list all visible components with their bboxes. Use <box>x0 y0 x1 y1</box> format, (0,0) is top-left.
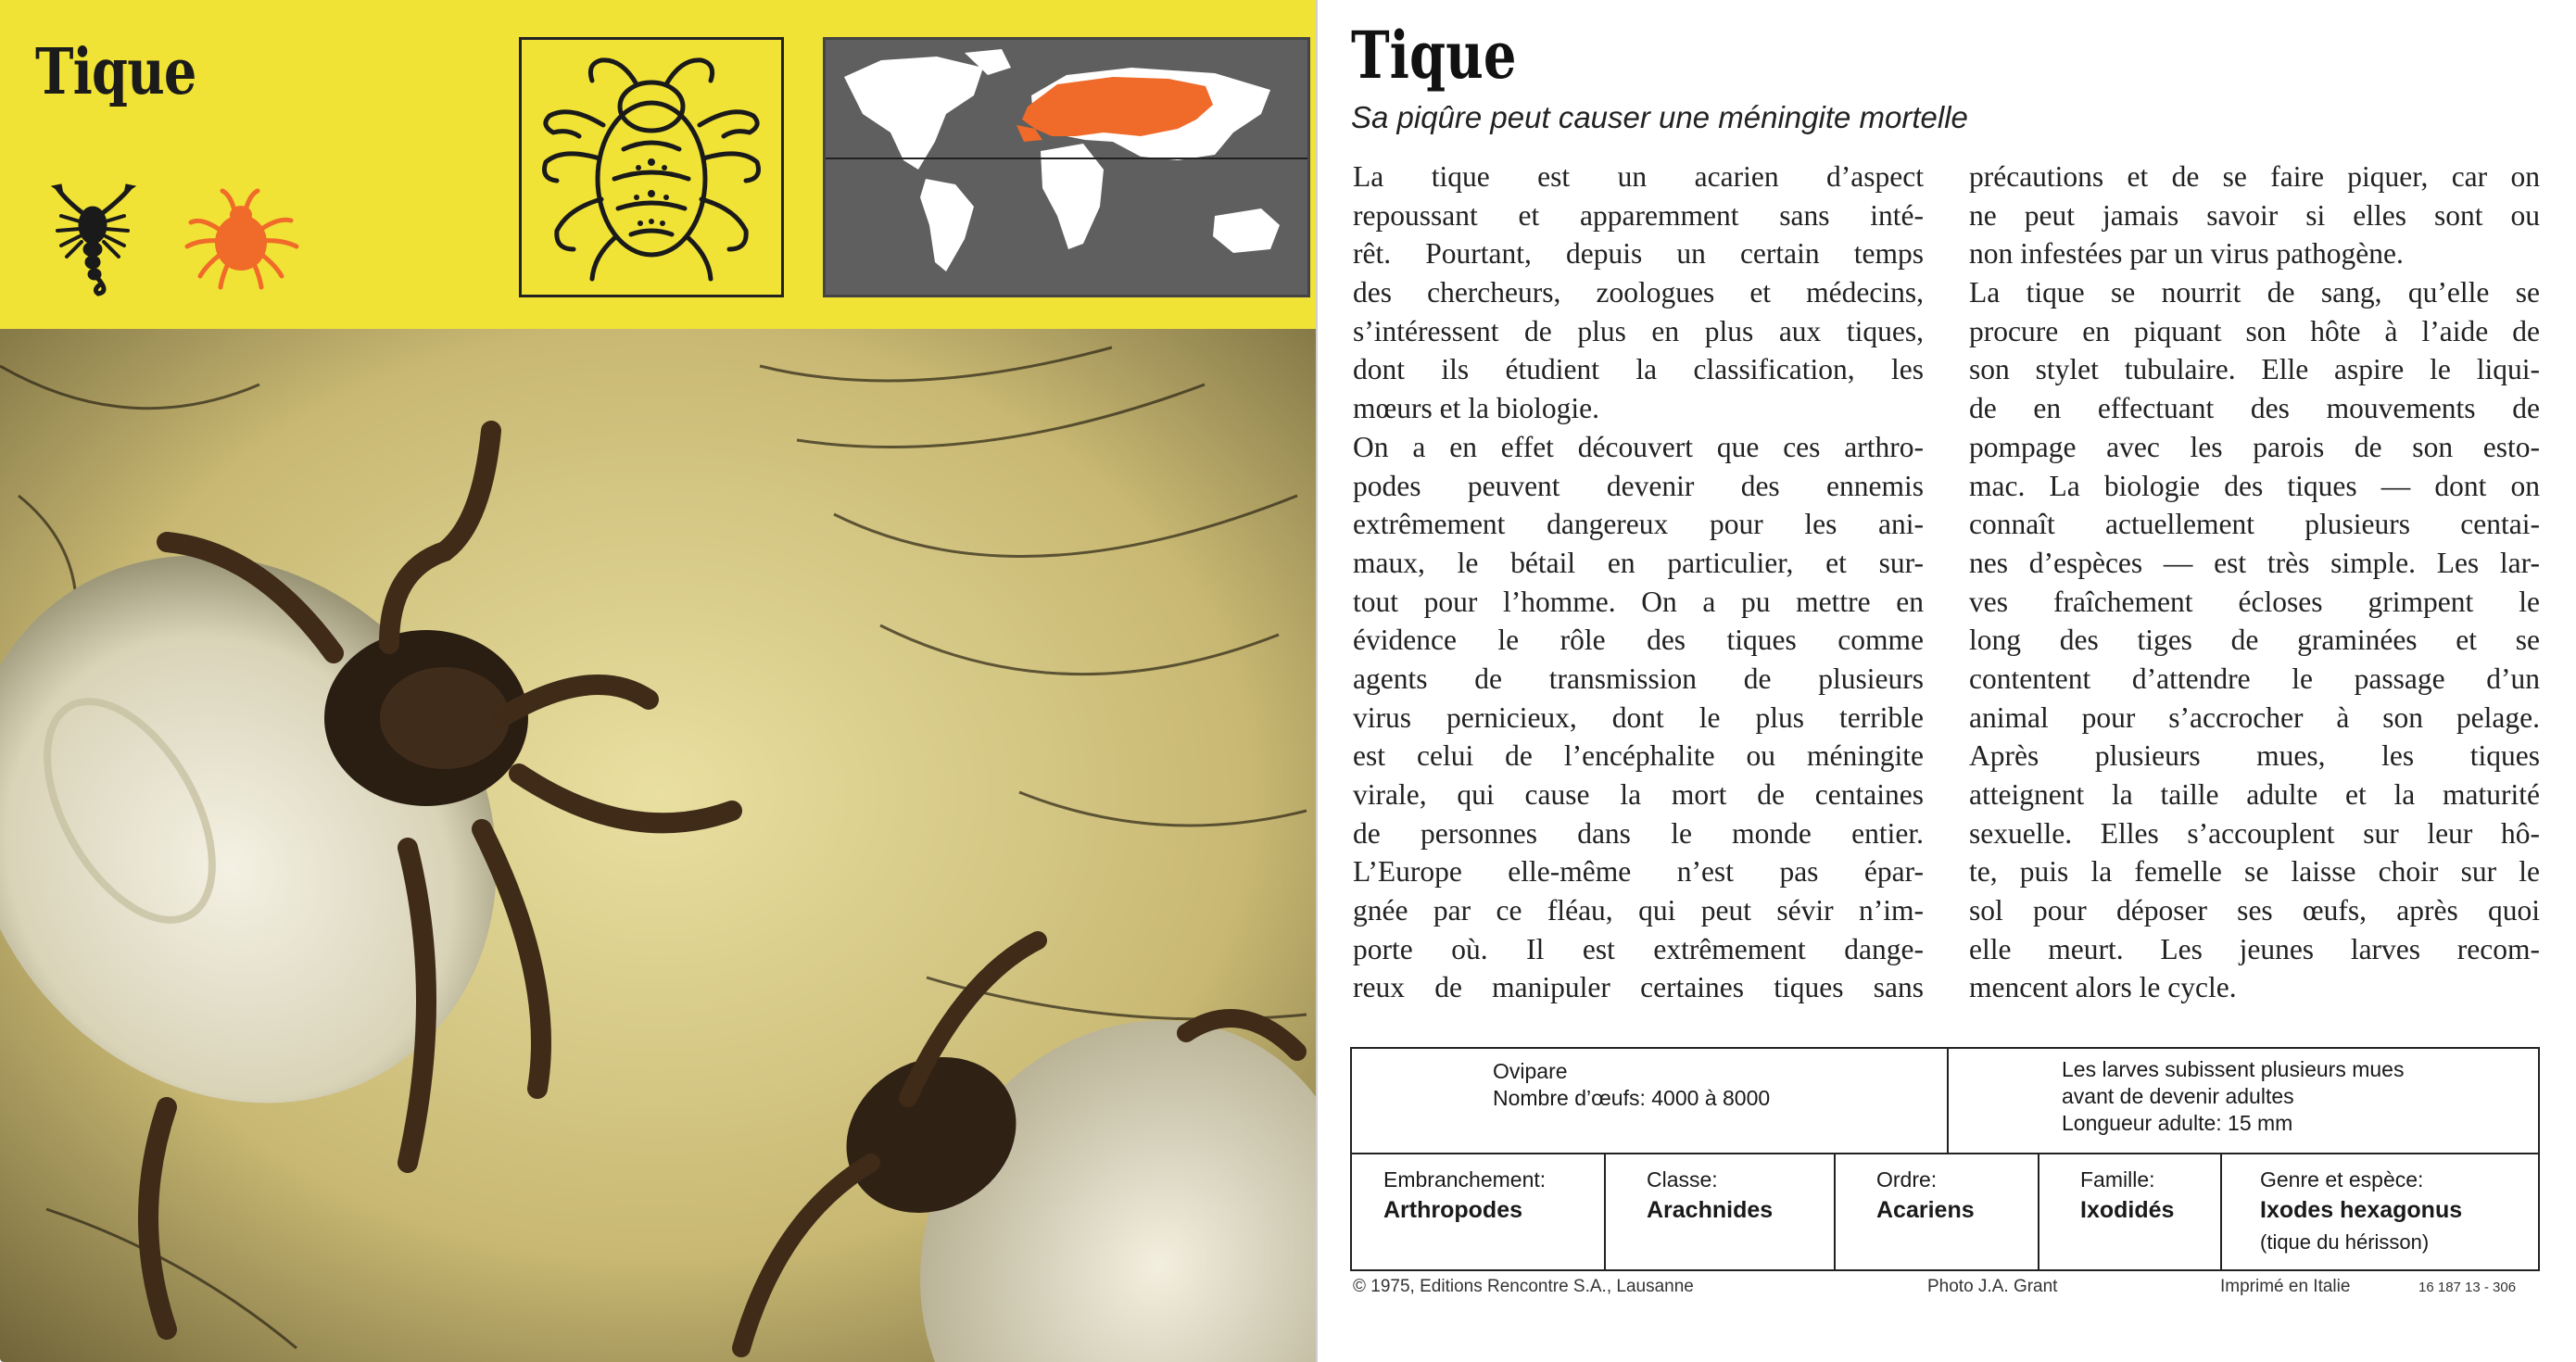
body-line: ne peut jamais savoir si elles sont ou <box>1969 198 2540 232</box>
body-line: contentent d’attendre le passage d’un <box>1969 662 2540 695</box>
common-name: (tique du hérisson) <box>2260 1230 2430 1254</box>
body-line: On a en effet découvert que ces arthro- <box>1353 430 1924 463</box>
body-line: s’intéressent de plus en plus aux tiques, <box>1353 314 1924 347</box>
taxonomy-label-class: Classe: <box>1647 1167 1718 1192</box>
left-card-title: Tique <box>35 35 196 109</box>
scorpion-icon <box>44 181 146 296</box>
info-row-divider <box>1352 1153 2538 1154</box>
body-line: des chercheurs, zoologues et médecins, <box>1353 276 1924 309</box>
body-line: évidence le rôle des tiques comme <box>1353 624 1924 657</box>
body-line: podes peuvent devenir des ennemis <box>1353 469 1924 502</box>
taxonomy-label-species: Genre et espèce: <box>2260 1167 2424 1192</box>
card-title: Tique <box>1351 17 1517 94</box>
body-line: procure en piquant son hôte à l’aide de <box>1969 314 2540 347</box>
body-line: extrêmement dangereux pour les ani- <box>1353 508 1924 541</box>
body-line: dont ils étudient la classification, les <box>1353 353 1924 386</box>
tick-photo <box>0 329 1316 1362</box>
growth-line-1: Les larves subissent plusieurs mues <box>2062 1057 2405 1081</box>
body-line: mœurs et la biologie. <box>1353 392 1599 425</box>
body-line: L’Europe elle-même n’est pas épar- <box>1353 855 1924 889</box>
photo-credit: Photo J.A. Grant <box>1927 1277 2058 1296</box>
body-line: non infestées par un virus pathogène. <box>1969 237 2404 271</box>
body-line: de en effectuant des mouvements de <box>1969 392 2540 425</box>
body-line: connaît actuellement plusieurs centai- <box>1969 508 2540 541</box>
world-distribution-map <box>823 37 1310 297</box>
body-line: elle meurt. Les jeunes larves recom- <box>1969 932 2540 965</box>
tick-icon <box>182 185 302 292</box>
body-line: son stylet tubulaire. Elle aspire le liqui- <box>1969 353 2540 386</box>
growth-line-3: Longueur adulte: 15 mm <box>2062 1111 2293 1135</box>
body-line: long des tiges de graminées et se <box>1969 624 2540 657</box>
taxonomy-value-phylum: Arthropodes <box>1383 1197 1522 1223</box>
repro-line-2: Nombre d’œufs: 4000 à 8000 <box>1493 1086 1771 1110</box>
info-divider <box>1947 1049 1949 1153</box>
printed-in: Imprimé en Italie <box>2220 1277 2351 1296</box>
body-line: maux, le bétail en particulier, et sur- <box>1353 546 1924 579</box>
taxonomy-label-family: Famille: <box>2080 1167 2155 1192</box>
tax-divider-2 <box>1834 1153 1836 1269</box>
body-line: mencent alors le cycle. <box>1969 971 2237 1004</box>
body-line: Après plusieurs mues, les tiques <box>1969 739 2540 773</box>
tax-divider-1 <box>1604 1153 1606 1269</box>
body-line: précautions et de se faire piquer, car on <box>1969 160 2540 193</box>
taxonomy-value-class: Arachnides <box>1647 1197 1774 1223</box>
card-code: 16 187 13 - 306 <box>2418 1280 2517 1295</box>
repro-line-1: Ovipare <box>1493 1059 1568 1083</box>
body-line: mac. La biologie des tiques — dont on <box>1969 469 2540 502</box>
body-line: animal pour s’accrocher à son pelage. <box>1969 700 2540 734</box>
body-line: reux de manipuler certaines tiques sans <box>1353 971 1924 1004</box>
body-line: sexuelle. Elles s’accouplent sur leur hô- <box>1969 816 2540 850</box>
body-column-2 <box>1969 158 2540 1007</box>
body-line: La tique est un acarien d’aspect <box>1353 160 1924 193</box>
body-line: gnée par ce fléau, qui peut sévir n’im- <box>1353 894 1924 927</box>
body-line: repoussant et apparemment sans inté- <box>1353 198 1924 232</box>
copyright-text: © 1975, Editions Rencontre S.A., Lausanne <box>1353 1277 1694 1296</box>
body-line: porte où. Il est extrêmement dange- <box>1353 932 1924 965</box>
body-line: rêt. Pourtant, depuis un certain temps <box>1353 237 1924 271</box>
body-line: virus pernicieux, dont le plus terrible <box>1353 700 1924 734</box>
taxonomy-value-species: Ixodes hexagonus <box>2260 1197 2463 1223</box>
tax-divider-3 <box>2038 1153 2039 1269</box>
tick-line-drawing <box>519 37 784 297</box>
card-subtitle: Sa piqûre peut causer une méningite mortelle <box>1351 100 1968 134</box>
body-line: sol pour déposer ses œufs, après quoi <box>1969 894 2540 927</box>
tax-divider-4 <box>2220 1153 2222 1269</box>
body-line: te, puis la femelle se laisse choir sur le <box>1969 855 2540 889</box>
taxonomy-value-order: Acariens <box>1876 1197 1975 1223</box>
body-line: tout pour l’homme. On a pu mettre en <box>1353 585 1924 618</box>
taxonomy-label-order: Ordre: <box>1876 1167 1938 1192</box>
taxonomy-label-phylum: Embranchement: <box>1383 1167 1547 1192</box>
body-line: est celui de l’encéphalite ou méningite <box>1353 739 1924 773</box>
body-line: virale, qui cause la mort de centaines <box>1353 778 1924 811</box>
body-line: La tique se nourrit de sang, qu’elle se <box>1969 276 2540 309</box>
body-line: de personnes dans le monde entier. <box>1353 816 1924 850</box>
info-table <box>1350 1047 2540 1271</box>
taxonomy-value-family: Ixodidés <box>2080 1197 2175 1223</box>
body-line: atteignent la taille adulte et la maturité <box>1969 778 2540 811</box>
growth-line-2: avant de devenir adultes <box>2062 1084 2294 1108</box>
body-line: agents de transmission de plusieurs <box>1353 662 1924 695</box>
body-line: ves fraîchement écloses grimpent le <box>1969 585 2540 618</box>
body-line: pompage avec les parois de son esto- <box>1969 430 2540 463</box>
body-column-1 <box>1353 158 1924 1007</box>
body-line: nes d’espèces — est très simple. Les lar- <box>1969 546 2540 579</box>
